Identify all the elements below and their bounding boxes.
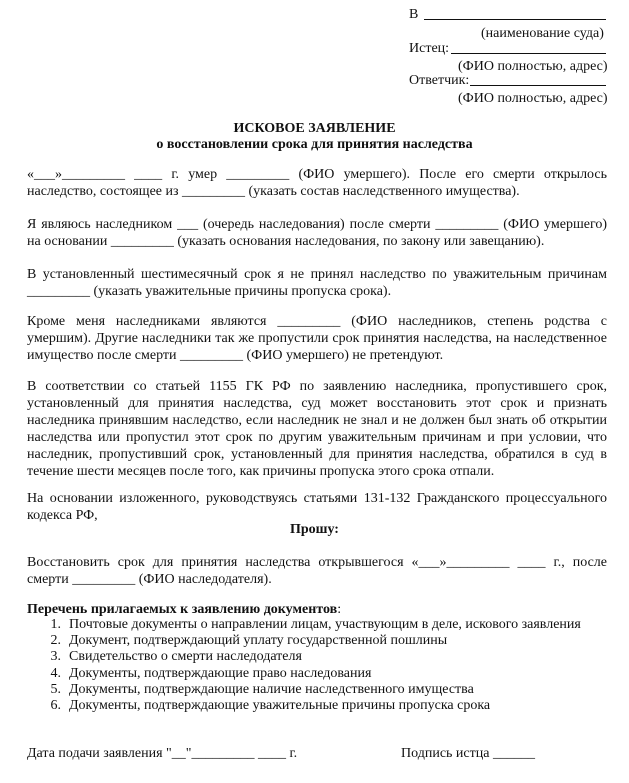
text-line: кодекса РФ, <box>27 508 98 523</box>
text-line: Восстановить срок для принятия наследства открывшегося «___»_________ ____ г., после <box>27 555 607 570</box>
text-line: Кроме меня наследниками являются _________ (ФИО наследников, степень родства с <box>27 314 607 329</box>
text-line: смерти _________ (ФИО наследодателя). <box>27 572 272 587</box>
list-item-number: 3. <box>50 649 61 665</box>
text-line: имущество после смерти _________ (ФИО умершего) не претендуют. <box>27 348 444 363</box>
plaintiff-hint: (ФИО полностью, адрес) <box>458 59 608 74</box>
text-line: наследника принявшим наследство, если наследник не знал и не должен был знать об открытии <box>27 413 607 428</box>
paragraph-missed-term <box>27 266 607 300</box>
text-line: наследство, состоящее из _________ (указать состав наследственного имущества). <box>27 184 520 199</box>
documents-heading-colon: : <box>337 602 342 617</box>
court-hint: (наименование суда) <box>481 26 604 41</box>
text-line: умершим). Другие наследники так же пропустили срок принятия наследства, на наследственное <box>27 331 607 346</box>
text-line: В соответствии со статьей 1155 ГК РФ по заявлению наследника, пропустившего срок, <box>27 379 607 394</box>
list-item-number: 5. <box>50 681 61 697</box>
plaintiff-signature: Подпись истца ______ <box>401 746 535 761</box>
court-blank-line <box>424 19 606 20</box>
paragraph-request-body <box>27 554 607 588</box>
text-line: установленный для принятия наследства, суд может восстановить этот срок и признать <box>27 396 607 411</box>
list-item-number: 2. <box>50 633 61 649</box>
document-title: ИСКОВОЕ ЗАЯВЛЕНИЕ <box>233 121 396 136</box>
list-item-number: 6. <box>50 697 61 713</box>
defendant-hint: (ФИО полностью, адрес) <box>458 91 608 106</box>
list-item-text: Документы, подтверждающие право наследования <box>69 665 372 681</box>
text-line: течение шести месяцев после того, как причины пропуска этого срока отпали. <box>27 464 495 479</box>
text-line: Я являюсь наследником ___ (очередь наследования) после смерти _________ (ФИО умершего) <box>27 217 607 232</box>
list-item-text: Документы, подтверждающие наличие наследственного имущества <box>69 681 474 697</box>
paragraph-grounds <box>27 490 607 524</box>
plaintiff-label: Истец: <box>409 41 450 56</box>
text-line: На основании изложенного, руководствуясь статьями 131-132 Гражданского процессуального <box>27 491 607 506</box>
defendant-label: Ответчик: <box>409 73 470 88</box>
request-heading: Прошу: <box>290 522 339 537</box>
paragraph-legal-basis <box>27 378 607 480</box>
text-line: «___»_________ ____ г. умер _________ (ФИО умершего). После его смерти открылось <box>27 167 607 182</box>
plaintiff-blank-line <box>451 53 606 54</box>
text-line: _________ (указать уважительные причины пропуска срока). <box>27 284 392 299</box>
defendant-blank-line <box>470 85 606 86</box>
text-line: В установленный шестимесячный срок я не принял наследство по уважительным причинам <box>27 267 607 282</box>
list-item-text: Документы, подтверждающие уважительные причины пропуска срока <box>69 697 491 713</box>
document-subtitle: о восстановлении срока для принятия наследства <box>156 137 473 152</box>
text-line: наследства или пропустил этот срок по другим уважительным причинам и при условии, что <box>27 430 607 445</box>
list-item-text: Свидетельство о смерти наследодателя <box>69 649 302 665</box>
text-line: наследник, пропустивший срок, установленный для принятия наследства, обратился в суд в <box>27 447 607 462</box>
list-item-text: Почтовые документы о направлении лицам, участвующим в деле, искового заявления <box>69 617 581 632</box>
list-item-number: 1. <box>50 617 61 632</box>
paragraph-death-notice <box>27 166 607 200</box>
paragraph-heir-status <box>27 216 607 250</box>
documents-heading-text: Перечень прилагаемых к заявлению документов <box>27 602 338 617</box>
list-item-number: 4. <box>50 665 61 681</box>
text-line: на основании _________ (указать основания наследования, по закону или завещанию). <box>27 234 545 249</box>
submission-date: Дата подачи заявления "__"_________ ____ г. <box>27 746 298 761</box>
paragraph-other-heirs <box>27 313 607 364</box>
court-prefix: В <box>409 7 419 22</box>
list-item-text: Документ, подтверждающий уплату государственной пошлины <box>69 633 448 649</box>
